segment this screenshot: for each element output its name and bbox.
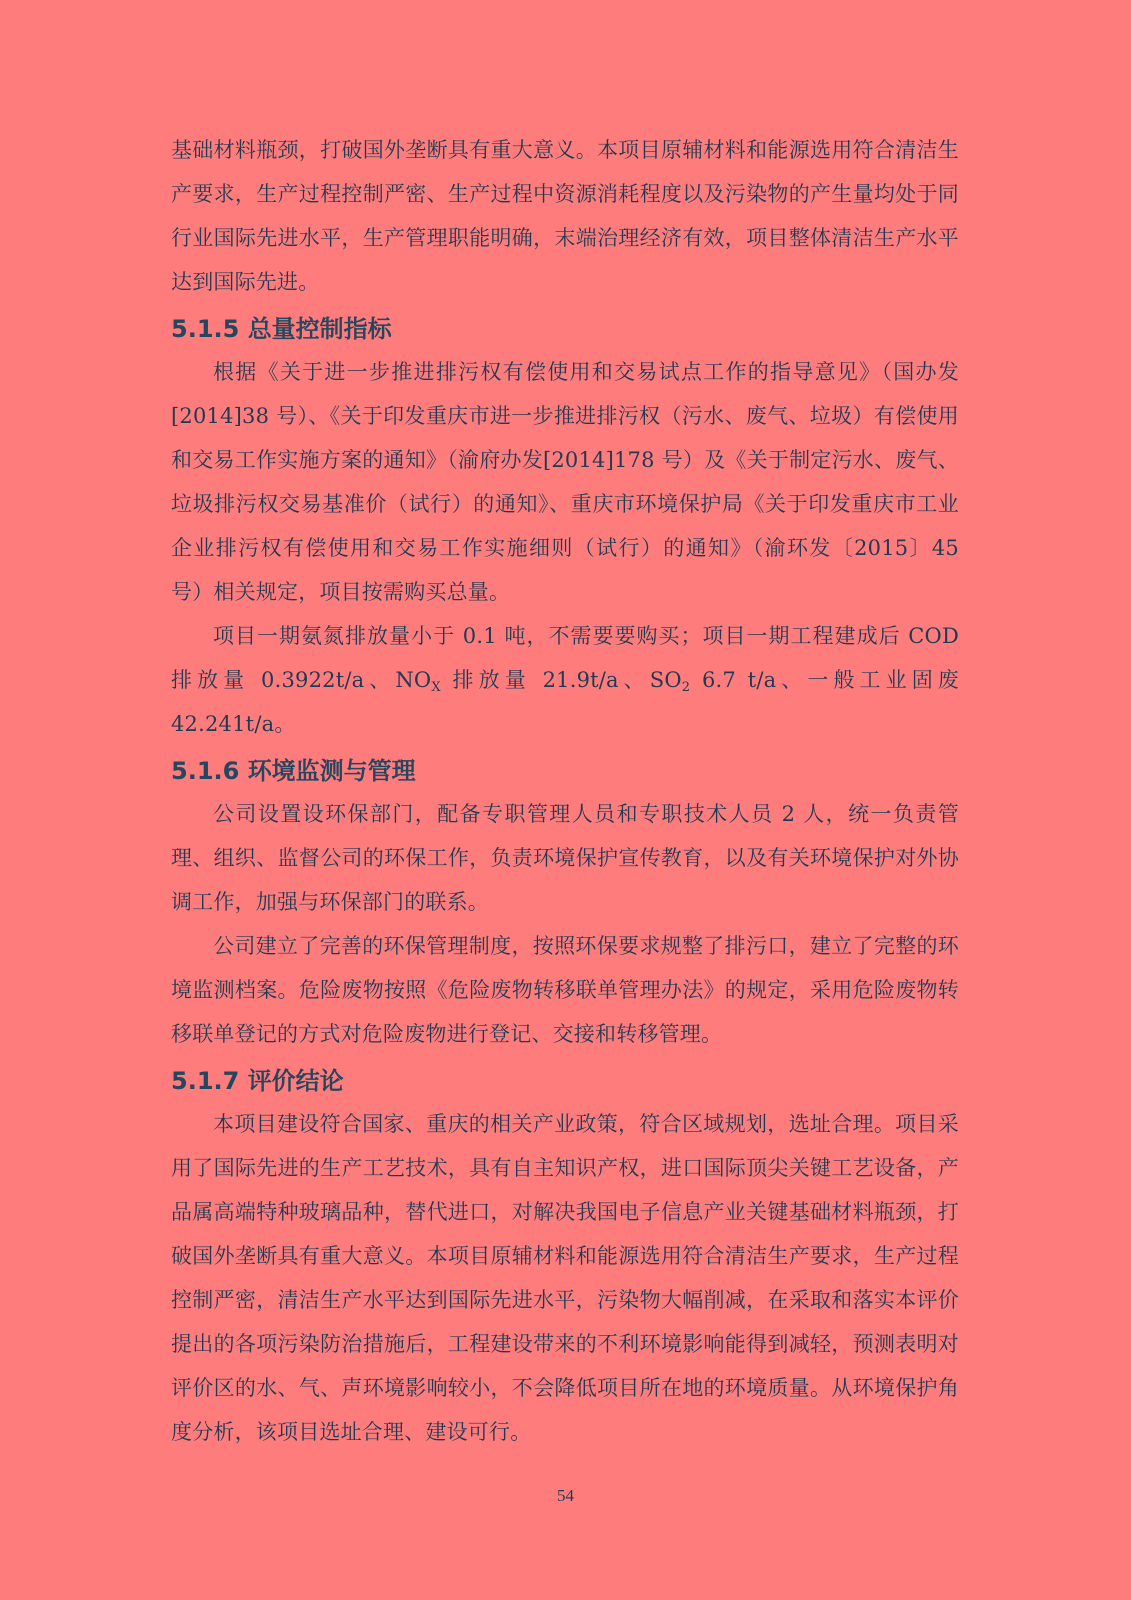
so2-subscript: 2 (681, 680, 691, 695)
nox-subscript: X (431, 680, 441, 695)
paragraph-total-control-regulations: 根据《关于进一步推进排污权有偿使用和交易试点工作的指导意见》（国办发[2014]38 号）、《关于印发重庆市进一步推进排污权（污水、废气、垃圾）有偿使用和交易工作实施方案的通知》（渝府办发[2014]178 号）及《关于制定污水、废气、垃圾排污权交易基准价（试行）的通知》、重庆市环境保护局《关于印发重庆市工业企业排污权有偿使用和交易工作实施细则（试行）的通知》（渝环发〔2015〕45 号）相关规定，项目按需购买总量。 (171, 360, 959, 604)
section-heading-5-1-7: 5.1.7 评价结论 (171, 1067, 344, 1095)
paragraph-environmental-department: 公司设置设环保部门，配备专职管理人员和专职技术人员 2 人，统一负责管理、组织、监督公司的环保工作，负责环境保护宣传教育，以及有关环境保护对外协调工作，加强与环保部门的联系。 (171, 802, 959, 914)
emission-text-part-c: 6.7 t/a、一般工业固废 42.241t/a。 (171, 668, 960, 736)
section-heading-5-1-5: 5.1.5 总量控制指标 (171, 315, 392, 343)
emission-text-part-b: 排放量 21.9t/a、SO (440, 668, 682, 692)
paragraph-management-system: 公司建立了完善的环保管理制度，按照环保要求规整了排污口，建立了完整的环境监测档案。危险废物按照《危险废物转移联单管理办法》的规定，采用危险废物转移联单登记的方式对危险废物进行登记、交接和转移管理。 (171, 934, 959, 1046)
page-number: 54 (557, 1486, 574, 1505)
intro-paragraph: 基础材料瓶颈，打破国外垄断具有重大意义。本项目原辅材料和能源选用符合清洁生产要求，生产过程控制严密、生产过程中资源消耗程度以及污染物的产生量均处于同行业国际先进水平，生产管理职能明确，末端治理经济有效，项目整体清洁生产水平达到国际先进。 (171, 138, 959, 294)
paragraph-emission-quantities (171, 614, 959, 746)
emission-text-part-a: 项目一期氨氮排放量小于 0.1 吨，不需要要购买；项目一期工程建成后 COD 排放量 0.3922t/a、NO (171, 624, 959, 692)
paragraph-evaluation-conclusion: 本项目建设符合国家、重庆的相关产业政策，符合区域规划，选址合理。项目采用了国际先进的生产工艺技术，具有自主知识产权，进口国际顶尖关键工艺设备，产品属高端特种玻璃品种，替代进口，对解决我国电子信息产业关键基础材料瓶颈，打破国外垄断具有重大意义。本项目原辅材料和能源选用符合清洁生产要求，生产过程控制严密，清洁生产水平达到国际先进水平，污染物大幅削减，在采取和落实本评价提出的各项污染防治措施后，工程建设带来的不利环境影响能得到减轻，预测表明对评价区的水、气、声环境影响较小，不会降低项目所在地的环境质量。从环境保护角度分析，该项目选址合理、建设可行。 (171, 1112, 959, 1444)
section-heading-5-1-6: 5.1.6 环境监测与管理 (171, 757, 416, 785)
document-page (171, 128, 959, 1454)
